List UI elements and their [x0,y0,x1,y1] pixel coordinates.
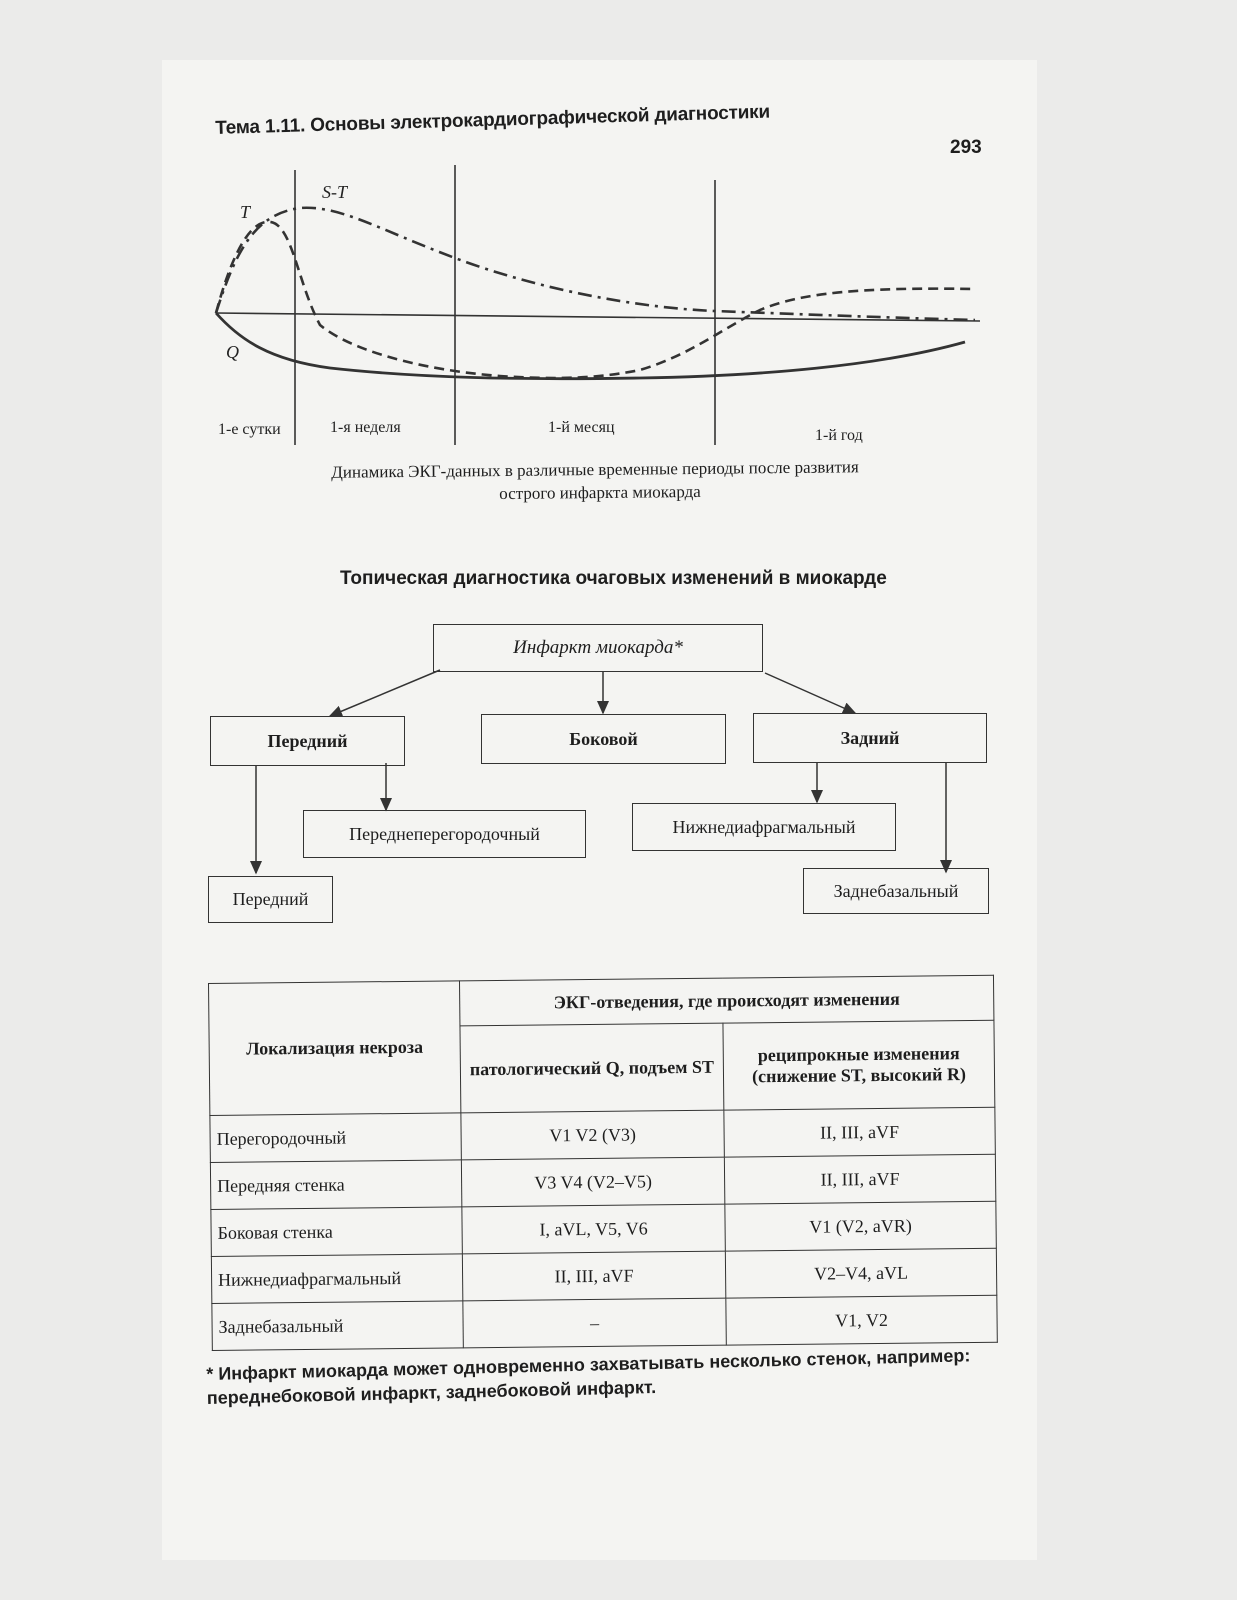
box-anterior: Передний [210,716,405,766]
table-row [210,1107,995,1162]
footnote: * Инфаркт миокарда может одновременно захватывать несколько стенок, например: переднебоковой инфаркт, заднебоковой инфаркт. [206,1345,971,1408]
box-posterobasal: Заднебазальный [803,868,989,914]
row-localization: Боковая стенка [211,1207,462,1257]
graph-caption-line2: острого инфаркта миокарда [499,481,701,504]
box-myocardial-infarction: Инфаркт миокарда* [433,624,763,672]
page-number: 293 [950,137,982,158]
period-label-month: 1-й месяц [548,419,615,436]
table-row [212,1295,997,1350]
row-pathological: I, aVL, V5, V6 [462,1204,725,1254]
table-row [211,1201,996,1256]
t-label: T [240,202,251,222]
localization-table [208,975,998,1351]
row-reciprocal: V1 (V2, aVR) [725,1201,996,1251]
box-posterior: Задний [753,713,987,763]
row-localization: Заднебазальный [212,1301,463,1351]
header-group: ЭКГ-отведения, где происходят изменения [459,975,993,1026]
table-row [211,1248,996,1303]
table-row [210,1154,995,1209]
period-label-day: 1-е сутки [218,421,281,438]
row-pathological: V3 V4 (V2–V5) [461,1157,724,1207]
row-pathological: – [463,1298,726,1348]
period-label-year: 1-й год [815,427,863,444]
graph-caption-line1: Динамика ЭКГ-данных в различные временные периоды после развития [331,457,859,482]
section-title: Топическая диагностика очаговых изменений в миокарде [340,568,887,589]
row-pathological: V1 V2 (V3) [461,1110,724,1160]
row-pathological: II, III, aVF [462,1251,725,1301]
period-label-week: 1-я неделя [330,419,401,436]
arrow-root-posterior [765,673,855,713]
row-localization: Передняя стенка [210,1160,461,1210]
box-anteroseptal: Переднеперегородочный [303,810,586,858]
st-label: S-T [322,182,348,202]
row-reciprocal: V1, V2 [726,1295,997,1345]
row-reciprocal: II, III, aVF [724,1154,995,1204]
running-header-title: Тема 1.11. Основы электрокардиографической диагностики [215,101,771,139]
q-label: Q [226,342,239,362]
row-localization: Нижнедиафрагмальный [211,1254,462,1304]
header-reciprocal: реципрокные изменения (снижение ST, высокий R) [723,1020,995,1110]
box-inferior: Нижнедиафрагмальный [632,803,896,851]
box-anterior-leaf: Передний [208,876,333,923]
row-reciprocal: II, III, aVF [724,1107,995,1157]
row-reciprocal: V2–V4, aVL [725,1248,996,1298]
header-localization: Локализация некроза [209,981,461,1116]
box-lateral: Боковой [481,714,726,764]
row-localization: Перегородочный [210,1113,461,1163]
header-pathological: патологический Q, подъем ST [460,1023,724,1113]
arrow-root-anterior [330,670,440,716]
